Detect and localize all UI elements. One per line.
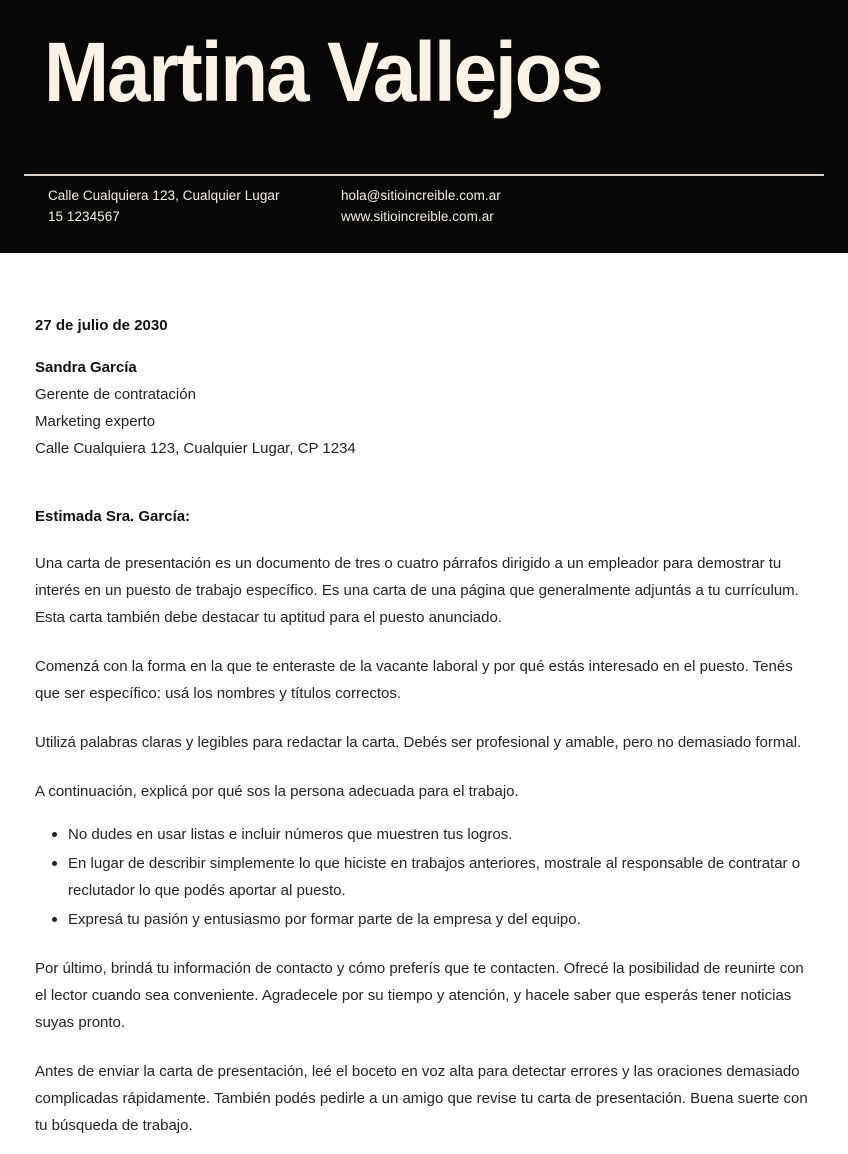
- letter-salutation: Estimada Sra. García:: [35, 508, 191, 525]
- letter-bullet-list: [35, 821, 813, 933]
- letter-paragraph: Antes de enviar la carta de presentación, leé el boceto en voz alta para detectar errores y las oraciones demasiado complicadas rápidamente. También podés pedirle a un amigo que revise tu carta de presentación. Buena suerte con tu búsqueda de trabajo.: [35, 1063, 808, 1134]
- letter-body: [35, 253, 813, 1154]
- list-item: Expresá tu pasión y entusiasmo por formar parte de la empresa y del equipo.: [35, 906, 813, 933]
- letter-paragraph: Por último, brindá tu información de contacto y cómo preferís que te contacten. Ofrecé la posibilidad de reunirte con el lector cuando sea conveniente. Agradecele por su tiempo y atención, y hacele saber que esperás tener noticias suyas pronto.: [35, 960, 804, 1031]
- page-title: Martina Vallejos: [44, 25, 602, 119]
- contact-phone: 15 1234567: [48, 209, 120, 224]
- contact-address: Calle Cualquiera 123, Cualquier Lugar: [48, 188, 280, 203]
- recipient-role: Gerente de contratación: [35, 386, 196, 403]
- recipient-block: [35, 354, 813, 462]
- contact-column-right: [341, 185, 721, 227]
- contact-column-left: [48, 185, 341, 227]
- list-item: En lugar de describir simplemente lo que hiciste en trabajos anteriores, mostrale al responsable de contratar o reclutador lo que podés aportar al puesto.: [35, 850, 813, 904]
- recipient-name: Sandra García: [35, 359, 137, 376]
- recipient-company: Marketing experto: [35, 413, 156, 430]
- letter-paragraph: Una carta de presentación es un documento de tres o cuatro párrafos dirigido a un empleador para demostrar tu interés en un puesto de trabajo específico. Es una carta de una página que generalmente adjuntás a tu currículum. Esta carta también debe destacar tu aptitud para el puesto anunciado.: [35, 555, 799, 626]
- letter-paragraph: Utilizá palabras claras y legibles para redactar la carta. Debés ser profesional y amable, pero no demasiado formal.: [35, 734, 802, 751]
- header-divider: [24, 174, 824, 176]
- recipient-address: Calle Cualquiera 123, Cualquier Lugar, CP 1234: [35, 440, 356, 457]
- contact-website[interactable]: www.sitioincreible.com.ar: [341, 209, 494, 224]
- letter-date: 27 de julio de 2030: [35, 317, 168, 334]
- contact-email[interactable]: hola@sitioincreible.com.ar: [341, 188, 501, 203]
- contact-block: [48, 185, 808, 227]
- header-band: [0, 0, 848, 253]
- list-item: No dudes en usar listas e incluir números que muestren tus logros.: [35, 821, 813, 848]
- letter-paragraph: Comenzá con la forma en la que te enteraste de la vacante laboral y por qué estás interesado en el puesto. Tenés que ser específico: usá los nombres y títulos correctos.: [35, 658, 793, 702]
- letter-paragraph: A continuación, explicá por qué sos la persona adecuada para el trabajo.: [35, 783, 519, 800]
